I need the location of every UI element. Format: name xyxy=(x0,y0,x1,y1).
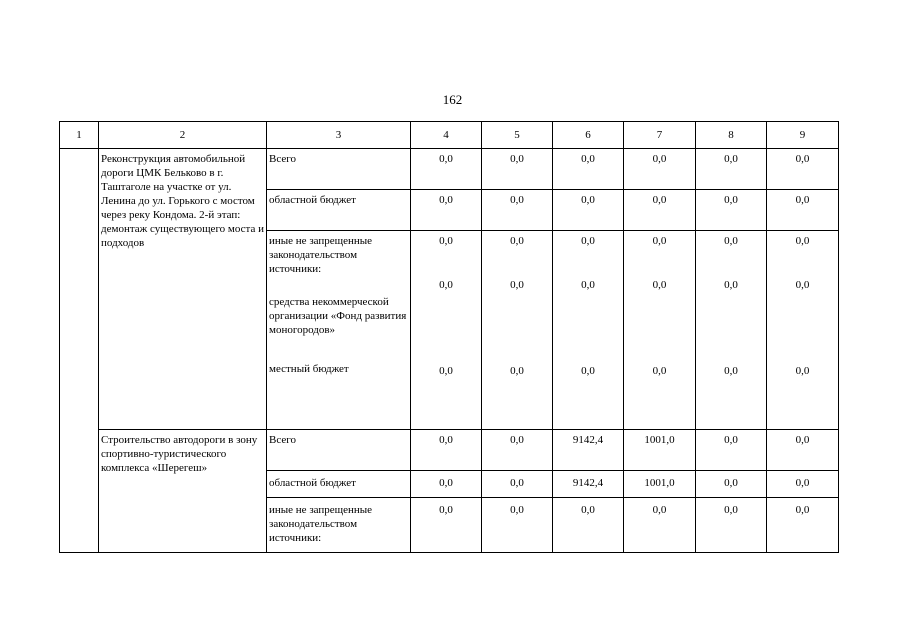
page-number: 162 xyxy=(442,92,463,107)
column-header: 7 xyxy=(624,122,696,149)
table-row xyxy=(60,430,839,471)
value-cell: 0,0 xyxy=(510,365,524,377)
value-cell: 0,0 xyxy=(482,430,553,471)
value-cell: 0,0 xyxy=(652,365,667,377)
funding-source-stack xyxy=(267,231,411,430)
column-header: 1 xyxy=(60,122,99,149)
value-cell: 0,0 xyxy=(724,279,738,291)
value-cell: 0,0 xyxy=(553,190,624,231)
value-cell: 0,0 xyxy=(624,190,696,231)
value-cell: 0,0 xyxy=(553,149,624,190)
value-cell: 0,0 xyxy=(767,190,839,231)
value-cell: 0,0 xyxy=(767,149,839,190)
value-cell: 0,0 xyxy=(624,498,696,553)
value-cell: 0,0 xyxy=(411,498,482,553)
value-cell: 0,0 xyxy=(767,471,839,498)
value-cell: 0,0 xyxy=(411,430,482,471)
value-stack xyxy=(696,231,767,430)
project-name: Реконструкция автомобильной дороги ЦМК Бельково в г. Таштаголе на участке от ул. Ленина до ул. Горького с мостом через реку Кондома. 2-й этап: демонтаж существующего моста и подходов xyxy=(99,149,267,430)
value-cell: 0,0 xyxy=(696,190,767,231)
value-cell: 9142,4 xyxy=(553,430,624,471)
value-cell: 0,0 xyxy=(724,365,738,377)
value-stack xyxy=(553,231,624,430)
value-cell: 0,0 xyxy=(482,190,553,231)
funding-source: областной бюджет xyxy=(267,471,411,498)
value-cell: 0,0 xyxy=(482,471,553,498)
value-cell: 0,0 xyxy=(767,498,839,553)
funding-source: средства некоммерческой организации «Фонд развития моногородов» xyxy=(269,296,407,336)
value-cell: 0,0 xyxy=(553,498,624,553)
header-row xyxy=(60,122,839,149)
funding-source: Всего xyxy=(267,430,411,471)
value-cell: 9142,4 xyxy=(553,471,624,498)
value-cell: 0,0 xyxy=(652,279,667,291)
value-cell: 0,0 xyxy=(482,149,553,190)
value-cell: 0,0 xyxy=(795,235,810,247)
value-cell: 0,0 xyxy=(652,235,667,247)
funding-source: областной бюджет xyxy=(267,190,411,231)
value-stack xyxy=(624,231,696,430)
value-cell: 0,0 xyxy=(696,430,767,471)
column-header: 3 xyxy=(267,122,411,149)
column-header: 9 xyxy=(767,122,839,149)
value-stack xyxy=(411,231,482,430)
value-cell: 0,0 xyxy=(510,279,524,291)
value-cell: 0,0 xyxy=(439,365,453,377)
value-cell: 0,0 xyxy=(795,279,810,291)
column-header: 5 xyxy=(482,122,553,149)
column-header: 6 xyxy=(553,122,624,149)
value-cell: 0,0 xyxy=(795,365,810,377)
project-name: Строительство автодороги в зону спортивно-туристического комплекса «Шерегеш» xyxy=(99,430,267,553)
value-cell: 0,0 xyxy=(411,471,482,498)
value-cell: 0,0 xyxy=(439,235,453,247)
value-cell: 1001,0 xyxy=(624,430,696,471)
column-header: 8 xyxy=(696,122,767,149)
value-cell: 0,0 xyxy=(624,149,696,190)
funding-source: иные не запрещенные законодательством источники: xyxy=(267,498,411,553)
value-cell: 0,0 xyxy=(411,190,482,231)
value-cell: 0,0 xyxy=(724,235,738,247)
value-cell: 0,0 xyxy=(581,279,595,291)
column-header: 2 xyxy=(99,122,267,149)
value-cell: 0,0 xyxy=(439,279,453,291)
value-cell: 0,0 xyxy=(411,149,482,190)
column-header: 4 xyxy=(411,122,482,149)
funding-source: иные не запрещенные законодательством источники: xyxy=(269,235,373,275)
value-cell: 0,0 xyxy=(482,498,553,553)
table-row xyxy=(60,149,839,190)
value-cell: 0,0 xyxy=(581,235,595,247)
value-cell: 0,0 xyxy=(767,430,839,471)
value-cell: 1001,0 xyxy=(624,471,696,498)
value-stack xyxy=(482,231,553,430)
budget-table xyxy=(59,121,839,553)
value-cell: 0,0 xyxy=(510,235,524,247)
value-cell: 0,0 xyxy=(581,365,595,377)
funding-source: Всего xyxy=(267,149,411,190)
value-stack xyxy=(767,231,839,430)
value-cell: 0,0 xyxy=(696,149,767,190)
value-cell: 0,0 xyxy=(696,498,767,553)
row-number-cell xyxy=(60,149,99,553)
funding-source: местный бюджет xyxy=(269,363,349,375)
value-cell: 0,0 xyxy=(696,471,767,498)
